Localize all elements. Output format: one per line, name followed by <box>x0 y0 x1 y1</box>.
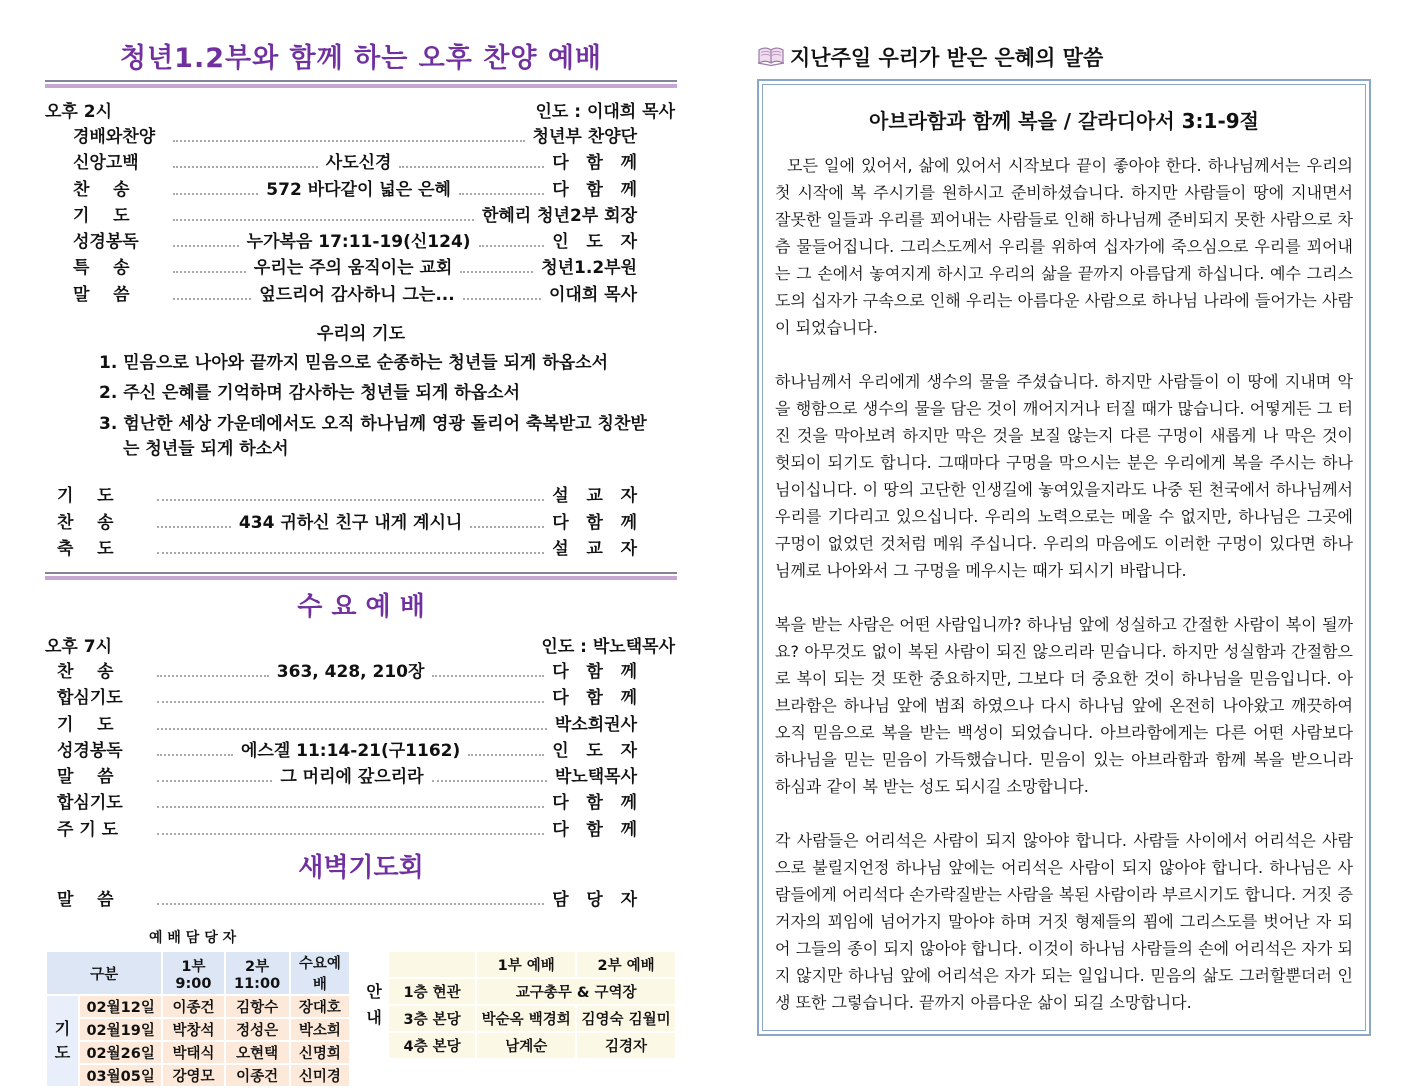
sermon-box-inner <box>762 84 1366 1031</box>
dotted-leader <box>173 270 246 273</box>
liturgy-row <box>73 232 637 253</box>
col-header: 2부 11:00 <box>225 951 290 995</box>
liturgy-right: 다 함 께 <box>552 819 637 840</box>
section-divider <box>45 572 677 580</box>
location-cell: 1층 현관 <box>388 978 476 1005</box>
liturgy-label: 신앙고백 <box>73 153 139 174</box>
liturgy-label: 말 씀 <box>57 889 114 910</box>
name-cell: 신명희 <box>290 1041 351 1064</box>
dotted-leader <box>173 192 258 195</box>
liturgy-row <box>73 127 637 148</box>
dotted-leader <box>479 244 545 247</box>
service-leader: 인도 : 이대희 목사 <box>535 102 675 122</box>
order-of-worship-page <box>45 36 677 1088</box>
dotted-leader <box>157 727 547 730</box>
name-cell: 강영모 <box>162 1064 224 1087</box>
liturgy-right: 설 교 자 <box>552 538 637 559</box>
liturgy-right: 인 도 자 <box>552 740 638 761</box>
liturgy-center: 에스겔 11:14-21(구1162) <box>240 740 461 761</box>
liturgy-row <box>57 662 637 683</box>
name-cell: 김경자 <box>576 1032 676 1059</box>
liturgy-label: 기 도 <box>57 714 114 735</box>
table-row <box>360 1032 676 1059</box>
dotted-leader <box>157 498 544 501</box>
liturgy-center: 사도신경 <box>325 153 392 174</box>
liturgy-label: 성경봉독 <box>73 232 139 252</box>
name-cell: 장대호 <box>290 995 351 1018</box>
wednesday-liturgy-list <box>45 662 677 841</box>
liturgy-right: 담 당 자 <box>552 889 637 910</box>
closing-liturgy-list <box>45 486 677 560</box>
date-cell: 02월26일 <box>79 1041 162 1064</box>
liturgy-right: 박소희권사 <box>554 714 637 735</box>
dawn-liturgy-list <box>45 890 677 911</box>
duty-tables <box>45 950 677 1088</box>
service-leader: 인도 : 박노택목사 <box>541 637 675 658</box>
col-header: 1부 9:00 <box>162 951 224 995</box>
liturgy-center: 그 머리에 갚으리라 <box>280 767 424 788</box>
liturgy-label: 찬 송 <box>57 512 114 533</box>
dotted-leader <box>399 165 544 168</box>
table-row <box>46 1018 350 1041</box>
date-cell: 03월05일 <box>79 1064 162 1087</box>
dotted-leader <box>157 805 544 808</box>
open-book-icon <box>757 46 785 68</box>
col-header: 구분 <box>46 951 162 995</box>
service-header-row <box>45 97 677 122</box>
liturgy-center: 572 바다같이 넓은 은혜 <box>266 179 451 200</box>
prayer-item: 1. 믿음으로 나아와 끝까지 믿음으로 순종하는 청년들 되게 하옵소서 <box>99 352 609 373</box>
liturgy-label: 기 도 <box>73 205 130 226</box>
dotted-leader <box>468 753 544 756</box>
liturgy-right: 다 함 께 <box>552 512 638 533</box>
liturgy-label: 말 씀 <box>73 284 130 305</box>
dawn-prayer-title: 새벽기도회 <box>298 852 424 883</box>
liturgy-row <box>57 486 637 507</box>
dotted-leader <box>157 832 544 835</box>
dotted-leader <box>157 525 231 528</box>
row-group-label <box>46 995 79 1087</box>
liturgy-row <box>57 793 637 814</box>
date-cell: 02월19일 <box>79 1018 162 1041</box>
name-cell: 박소희 <box>290 1018 351 1041</box>
row-group-char: 도 <box>54 1043 71 1063</box>
sermon-paragraph: 복을 받는 사람은 어떤 사람입니까? 하나님 앞에 성실하고 간절한 사람이 복이 될까요? 아무것도 없이 복된 사람이 되진 않으리라 믿습니다. 하지만 성실함과 간절함으로 복이 되는 것 또한 중요하지만, 그보다 더 중요한 것이 하나님을 믿음입니다. 아브라함은 하나님 앞에 범죄 하였으나 다시 하나님 앞에 온전히 나아왔고 깨끗하여 오직 믿음으로 복을 받는 백성이 되었습니다. 아브라함에게는 다른 어떤 사람보다 하나님을 믿는 믿음이 가득했습니다. 믿음이 있는 아브라함과 함께 복을 받으니라 하심과 같이 복 받는 성도 되시길 소망합니다. <box>775 615 1353 796</box>
liturgy-right: 청년부 찬양단 <box>532 127 637 147</box>
sermon-header-text: 지난주일 우리가 받은 은혜의 말씀 <box>790 46 1104 70</box>
name-cell: 정성은 <box>225 1018 290 1041</box>
service-header-row <box>45 632 677 657</box>
liturgy-list <box>45 127 677 306</box>
liturgy-row <box>57 513 637 534</box>
liturgy-label: 기 도 <box>57 486 114 507</box>
sermon-paragraph: 각 사람들은 어리석은 사람이 되지 않아야 합니다. 사람들 사이에서 어리석은 사람으로 불릴지언정 하나님 앞에는 어리석은 사람이 되지 않아야 합니다. 하나님은 사람들에게 어리석다 손가락질받는 사람을 복된 사람이라 부르시기도 합니다. 거짓 증거자의 꾀임에 넘어가지 말아야 하며 거짓 형제들의 꾐에 그리스도를 벗어난 자 되어 그들의 종이 되지 않아야 합니다. 이것이 하나님 사람들의 손에 어리석은 자가 되지 않지만 하나님 앞에 어리석은 자가 되는 일입니다. 믿음의 삶도 그러할뿐더러 인생 또한 그렇습니다. 끝까지 아름다운 삶이 되길 소망합니다. <box>775 831 1353 1012</box>
dotted-leader <box>157 551 544 554</box>
duty-table-caption: 예 배 담 당 자 <box>149 930 237 947</box>
liturgy-label: 합심기도 <box>57 793 123 814</box>
table-row <box>46 995 350 1018</box>
liturgy-label: 축 도 <box>57 538 114 559</box>
liturgy-right: 청년1.2부원 <box>541 258 637 279</box>
liturgy-row <box>57 820 637 841</box>
dotted-leader <box>470 525 544 528</box>
title-divider <box>45 80 677 88</box>
name-cell: 박태식 <box>162 1041 224 1064</box>
liturgy-row <box>57 741 637 762</box>
prayer-duty-table <box>45 950 351 1088</box>
liturgy-row <box>73 206 637 227</box>
dotted-leader <box>157 779 272 782</box>
liturgy-right: 다 함 께 <box>552 688 637 709</box>
sermon-box <box>757 79 1371 1036</box>
liturgy-label: 특 송 <box>73 258 130 279</box>
liturgy-row <box>57 688 637 709</box>
liturgy-label: 찬 송 <box>73 179 130 200</box>
name-cell: 이종건 <box>225 1064 290 1087</box>
liturgy-row <box>73 153 637 174</box>
liturgy-label: 성경봉독 <box>57 740 123 761</box>
liturgy-center: 누가복음 17:11-19(신124) <box>246 232 471 252</box>
service-time: 오후 7시 <box>45 637 113 658</box>
name-cell: 박순옥 백경희 <box>476 1005 576 1032</box>
liturgy-label: 합심기도 <box>57 688 123 709</box>
liturgy-right: 한혜리 청년2부 회장 <box>481 205 637 226</box>
dotted-leader <box>157 753 233 756</box>
sermon-page <box>757 42 1371 1036</box>
dotted-leader <box>460 270 533 273</box>
liturgy-row <box>57 715 637 736</box>
liturgy-row <box>57 767 637 788</box>
wednesday-service-title: 수 요 예 배 <box>297 592 425 623</box>
col-header: 1부 예배 <box>476 951 576 978</box>
dotted-leader <box>157 902 544 905</box>
our-prayer-title: 우리의 기도 <box>316 323 406 344</box>
liturgy-row <box>73 285 637 306</box>
dotted-leader <box>173 218 474 221</box>
liturgy-center: 363, 428, 210장 <box>276 662 425 683</box>
liturgy-row <box>73 180 637 201</box>
liturgy-right: 설 교 자 <box>552 486 637 507</box>
liturgy-row <box>73 258 637 279</box>
table-row <box>360 1005 676 1032</box>
liturgy-right: 다 함 께 <box>552 662 638 683</box>
table-header-row <box>360 951 676 978</box>
service-time: 오후 2시 <box>45 102 113 122</box>
dotted-leader <box>173 165 318 168</box>
liturgy-label: 주 기 도 <box>57 819 119 840</box>
sermon-header <box>757 42 1371 72</box>
liturgy-center: 엎드리어 감사하니 그는... <box>259 284 455 305</box>
col-header: 2부 예배 <box>576 951 676 978</box>
dotted-leader <box>157 674 269 677</box>
name-cell: 교구총무 & 구역장 <box>476 978 676 1005</box>
liturgy-label: 경배와찬양 <box>73 127 156 147</box>
name-cell: 이종건 <box>162 995 224 1018</box>
liturgy-row <box>57 539 637 560</box>
col-header <box>388 951 476 978</box>
sermon-title: 아브라함과 함께 복을 / 갈라디아서 3:1-9절 <box>869 109 1259 133</box>
dotted-leader <box>157 700 544 703</box>
prayer-item: 2. 주신 은혜를 기억하며 감사하는 청년들 되게 하옵소서 <box>99 383 520 404</box>
row-group-label <box>360 951 388 1059</box>
liturgy-row <box>57 890 637 911</box>
dotted-leader <box>463 297 541 300</box>
liturgy-label: 말 씀 <box>57 767 114 788</box>
liturgy-right: 이대희 목사 <box>548 284 637 305</box>
liturgy-center: 우리는 주의 움직이는 교회 <box>253 258 453 279</box>
liturgy-right: 다 함 께 <box>552 153 638 174</box>
dotted-leader <box>173 139 525 142</box>
dotted-leader <box>173 244 239 247</box>
location-cell: 3층 본당 <box>388 1005 476 1032</box>
dotted-leader <box>459 192 544 195</box>
table-row <box>46 1064 350 1087</box>
name-cell: 남계순 <box>476 1032 576 1059</box>
dotted-leader <box>173 297 251 300</box>
sermon-paragraph: 하나님께서 우리에게 생수의 물을 주셨습니다. 하지만 사람들이 이 땅에 지내며 악을 행함으로 생수의 물을 담은 것이 깨어지거나 터질 때가 많습니다. 어떻게든 그 터진 것을 막아보려 하지만 막은 것을 보질 않는지 다른 구멍이 새롭게 나 막은 것이 헛되이 되기도 합니다. 그때마다 구멍을 막으시는 분은 우리에게 복을 주시는 하나님이십니다. 이 땅의 고단한 인생길에 놓여있을지라도 나중 된 천국에서 하나님께서 우리를 기다리고 있으십니다. 우리의 노력으로는 메울 수 없지만, 하나님은 그곳에 구멍이 없었던 것처럼 메워 주십니다. 우리의 마음에도 이러한 구멍이 있다면 하나님께로 나아와서 그 구멍을 메우시는 때가 되시기 바랍니다. <box>775 372 1353 580</box>
row-group-char: 기 <box>54 1019 71 1039</box>
name-cell: 신미경 <box>290 1064 351 1087</box>
liturgy-label: 찬 송 <box>57 662 114 683</box>
liturgy-right: 다 함 께 <box>552 179 637 200</box>
liturgy-right: 박노택목사 <box>554 767 637 788</box>
prayer-item: 3. 험난한 세상 가운데에서도 오직 하나님께 영광 돌리어 축복받고 칭찬받는 청년들 되게 하소서 <box>99 414 647 459</box>
name-cell: 김항수 <box>225 995 290 1018</box>
usher-duty-table <box>359 950 677 1060</box>
liturgy-right: 다 함 께 <box>552 793 637 814</box>
name-cell: 김영숙 김월미 <box>576 1005 676 1032</box>
dotted-leader <box>432 674 544 677</box>
name-cell: 오현택 <box>225 1041 290 1064</box>
liturgy-right: 인 도 자 <box>552 232 638 252</box>
col-header: 수요예배 <box>290 951 351 995</box>
date-cell: 02월12일 <box>79 995 162 1018</box>
location-cell: 4층 본당 <box>388 1032 476 1059</box>
sermon-paragraph: 모든 일에 있어서, 삶에 있어서 시작보다 끝이 좋아야 한다. 하나님께서는 우리의 첫 시작에 복 주시기를 원하시고 준비하셨습니다. 하지만 사람들이 땅에 지내면서 잘못한 일들과 우리를 꾀어내는 사람들로 인해 하나님께 준비되지 못한 사람으로 차츰 물들어집니다. 그리스도께서 우리를 위하여 십자가에 죽으심으로 우리를 꾀어내는 그 손에서 놓여지게 하시고 우리의 삶을 끝까지 아름답게 하십니다. 예수 그리스도의 십자가 구속으로 인해 우리는 아름다운 사람으로 하나님 나라에 들어가는 사람이 되었습니다. <box>775 156 1353 337</box>
liturgy-center: 434 귀하신 친구 내게 계시니 <box>238 512 463 533</box>
row-group-char: 안 <box>366 982 382 1002</box>
table-header-row <box>46 951 350 995</box>
dotted-leader <box>432 779 547 782</box>
table-row <box>46 1041 350 1064</box>
row-group-char: 내 <box>366 1008 382 1028</box>
youth-service-title: 청년1.2부와 함께 하는 오후 찬양 예배 <box>120 43 602 74</box>
name-cell: 박창석 <box>162 1018 224 1041</box>
